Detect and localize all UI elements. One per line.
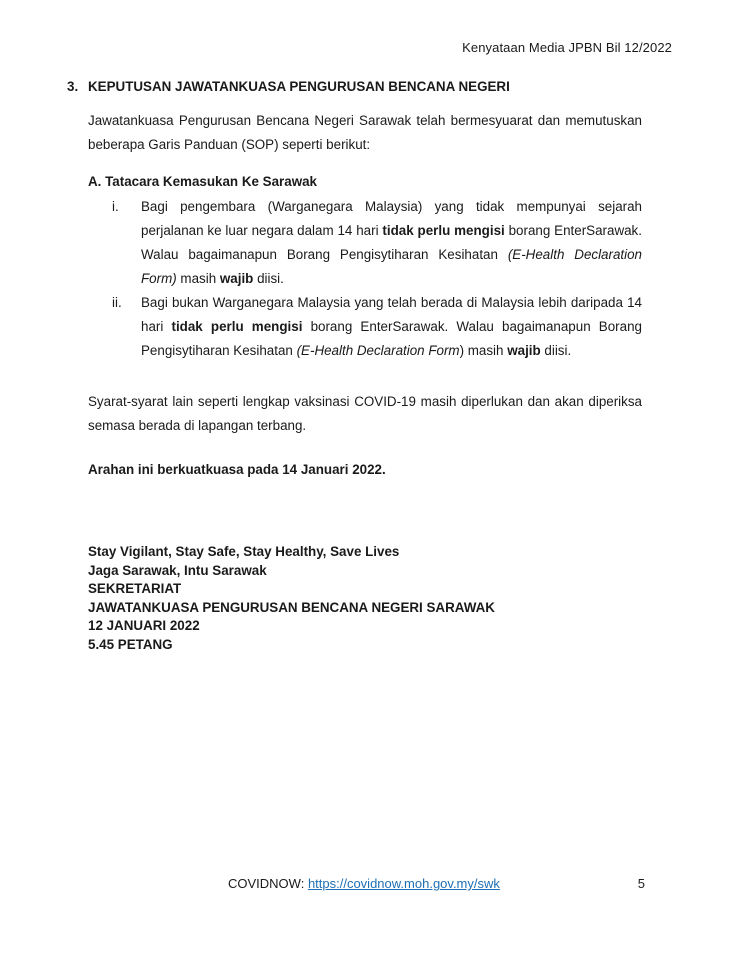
list-marker: i. — [112, 199, 119, 214]
item-italic: (E-Health Declaration Form) — [141, 247, 643, 286]
item-italic: (E-Health Declaration Form — [296, 343, 460, 358]
procedure-list — [88, 195, 642, 363]
footer-label: COVIDNOW: — [228, 876, 308, 891]
list-marker: ii. — [112, 295, 122, 310]
item-text: borang EnterSarawak. Walau bagaimanapun Borang Pengisytiharan Kesihatan — [141, 223, 642, 262]
list-item — [88, 195, 642, 291]
item-text: diisi. — [540, 343, 572, 358]
effective-date-statement: Arahan ini berkuatkuasa pada 14 Januari 2022. — [88, 462, 386, 477]
committee-name: JAWATANKUASA PENGURUSAN BENCANA NEGERI SARAWAK — [88, 599, 495, 615]
page-number: 5 — [637, 876, 645, 891]
intro-paragraph: Jawatankuasa Pengurusan Bencana Negeri Sarawak telah bermesyuarat dan memutuskan beberapa Garis Panduan (SOP) seperti berikut: — [88, 113, 642, 152]
section-heading — [67, 79, 510, 94]
list-item — [88, 291, 642, 363]
item-text: masih — [176, 271, 220, 286]
slogan-local: Jaga Sarawak, Intu Sarawak — [88, 562, 267, 578]
section-number: 3. — [67, 79, 79, 94]
signoff-date: 12 JANUARI 2022 — [88, 618, 200, 633]
item-text: Bagi bukan Warganegara Malaysia yang telah berada di Malaysia lebih daripada 14 hari — [141, 295, 642, 334]
footer — [228, 876, 500, 891]
item-emphasis: tidak perlu mengisi — [171, 319, 303, 334]
signoff-time: 5.45 PETANG — [88, 636, 173, 652]
covidnow-link[interactable]: https://covidnow.moh.gov.my/swk — [307, 876, 500, 891]
item-text: Bagi pengembara (Warganegara Malaysia) yang tidak mempunyai sejarah perjalanan ke luar negara dalam 14 hari — [141, 199, 642, 238]
item-emphasis: wajib — [219, 271, 254, 286]
slogan: Stay Vigilant, Stay Safe, Stay Healthy, Save Lives — [88, 544, 400, 559]
signoff-block — [88, 543, 495, 654]
item-text: diisi. — [253, 271, 284, 286]
item-text: borang EnterSarawak. Walau bagaimanapun Borang Pengisytiharan Kesihatan — [141, 319, 642, 358]
other-requirements-paragraph: Syarat-syarat lain seperti lengkap vaksinasi COVID-19 masih diperlukan dan akan diperiksa semasa berada di lapangan terbang. — [88, 394, 642, 433]
item-text: ) masih — [459, 343, 508, 358]
item-emphasis: wajib — [507, 343, 541, 358]
section-title: KEPUTUSAN JAWATANKUASA PENGURUSAN BENCANA NEGERI — [88, 79, 510, 94]
item-emphasis: tidak perlu mengisi — [382, 223, 505, 238]
subheading-entry-procedure: A. Tatacara Kemasukan Ke Sarawak — [88, 174, 318, 189]
document-reference: Kenyataan Media JPBN Bil 12/2022 — [462, 40, 672, 55]
office-name: SEKRETARIAT — [88, 581, 182, 596]
